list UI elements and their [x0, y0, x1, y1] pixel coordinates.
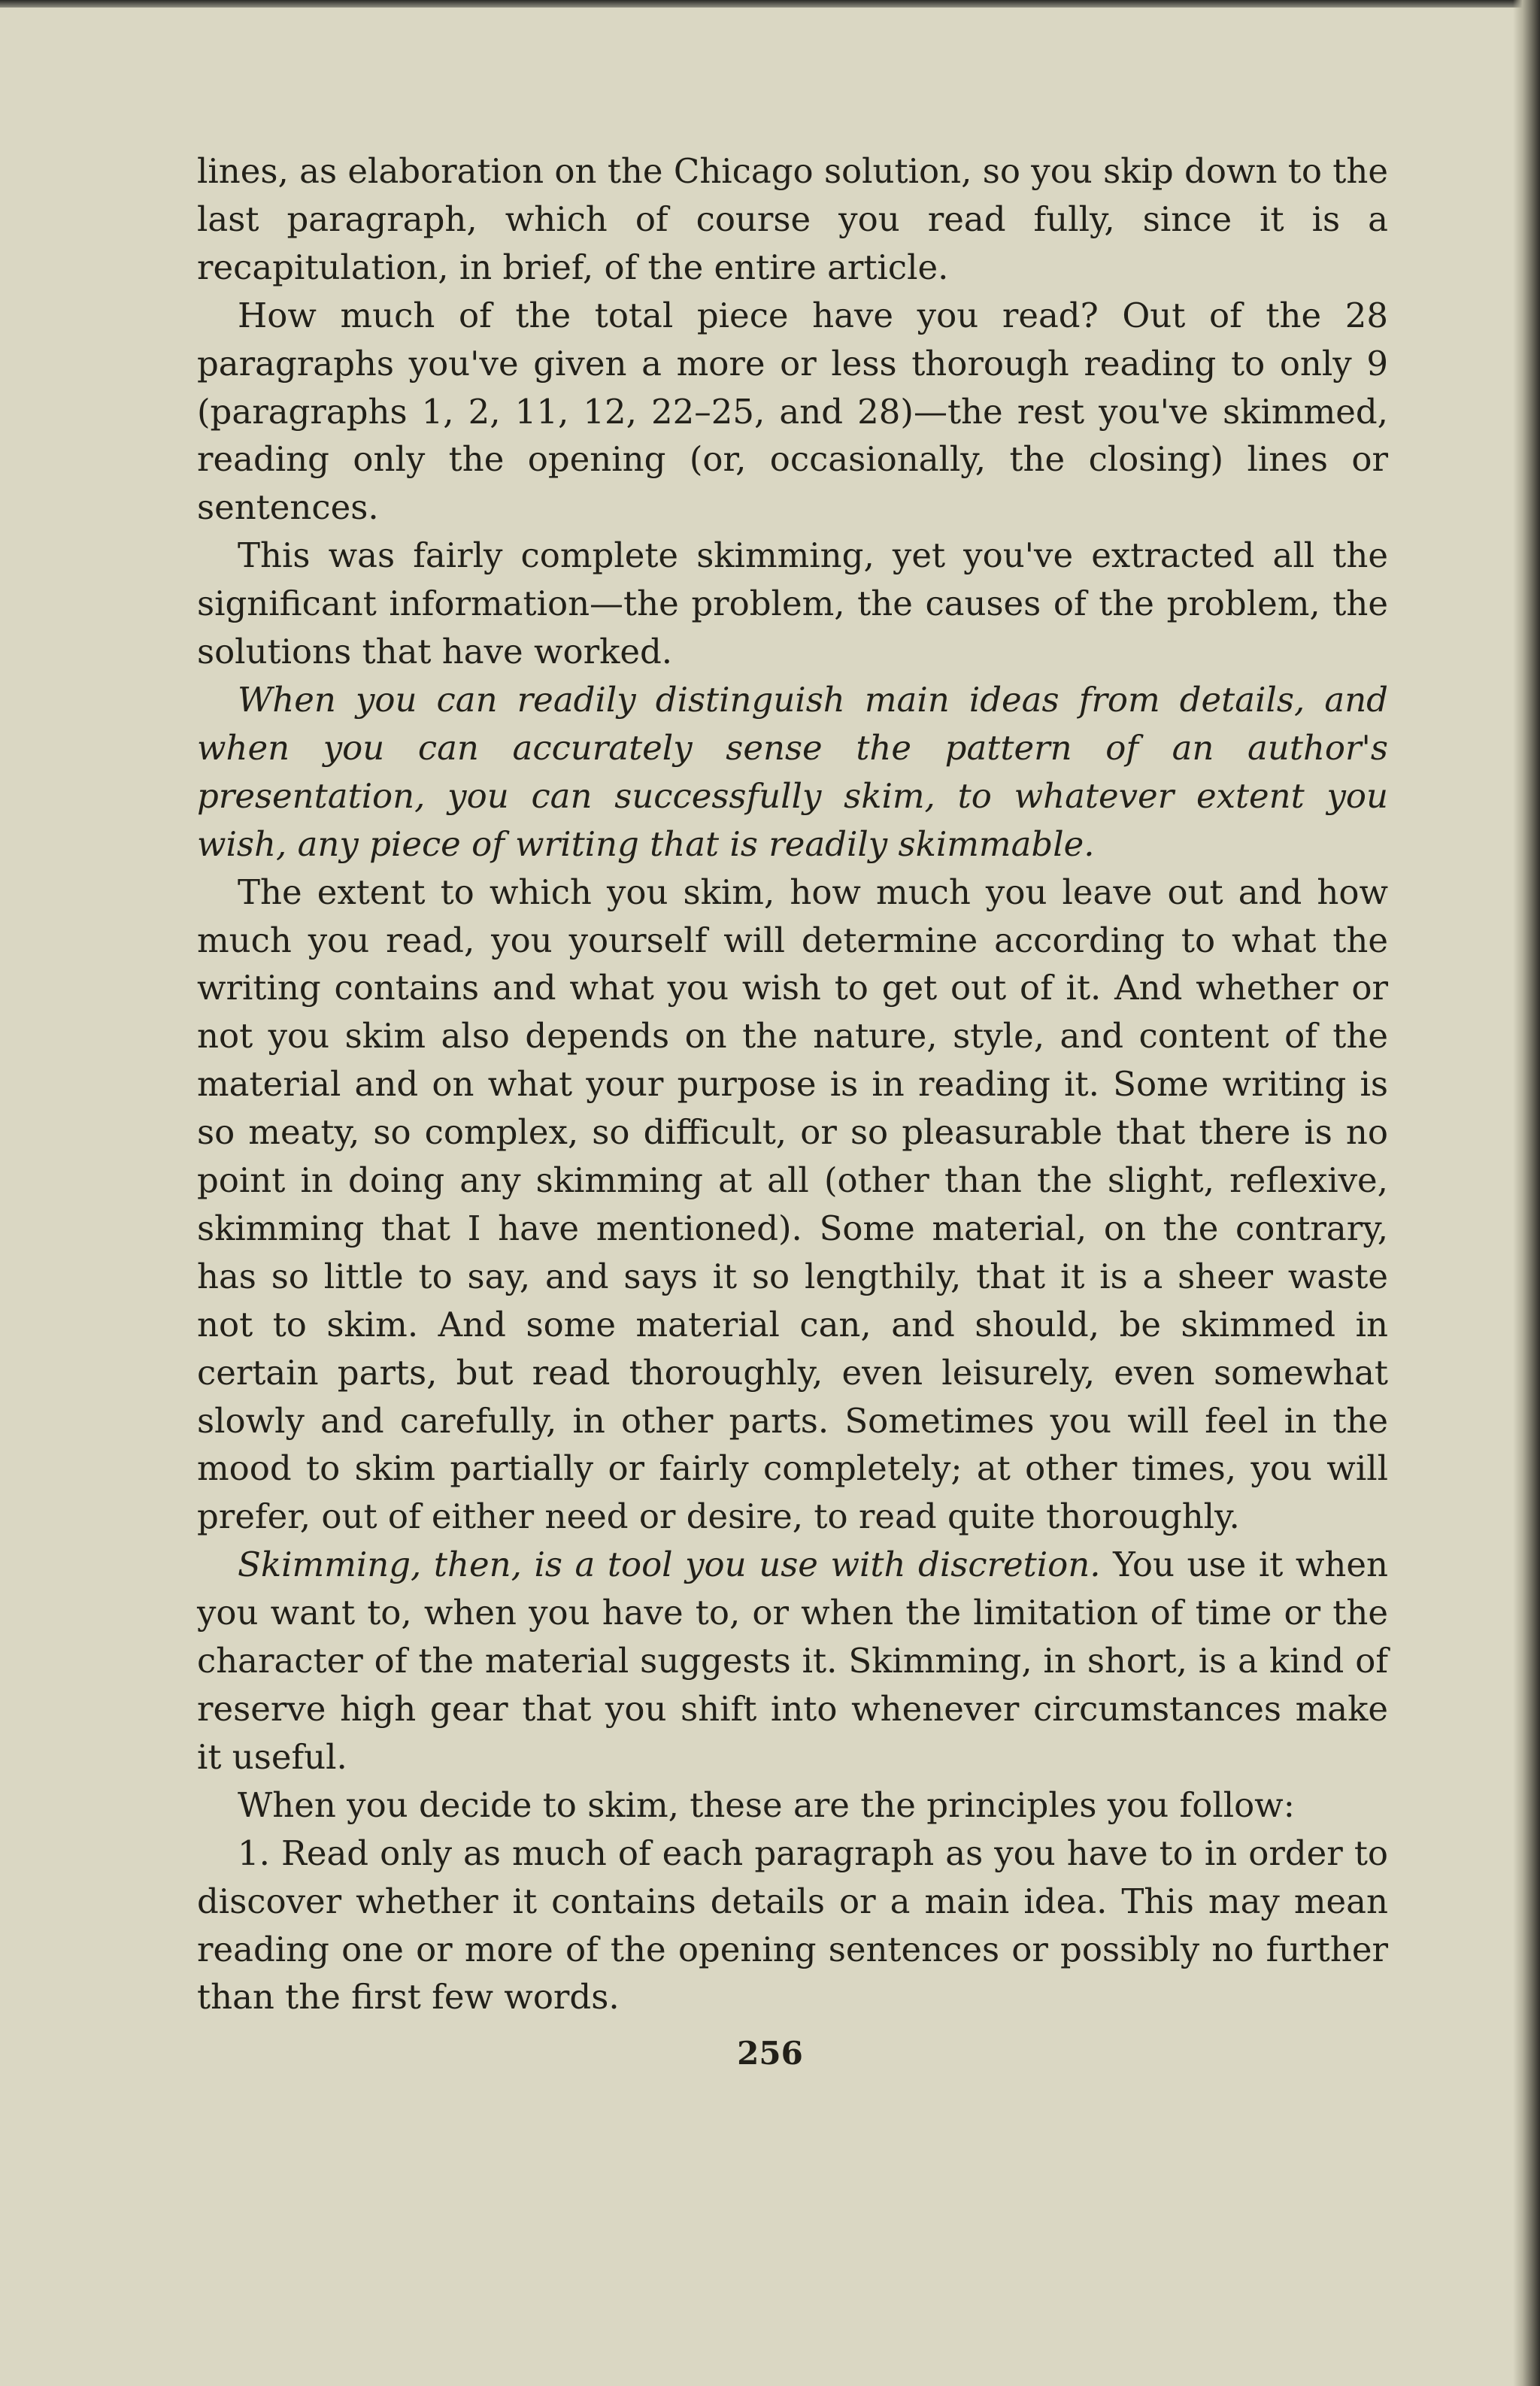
page-top-edge: [0, 0, 1540, 8]
paragraph-continuation: lines, as elaboration on the Chicago solution, so you skip down to the last paragraph, which of course you read fully, since it is a recapitulation, in brief, of the entire article.: [197, 151, 1388, 287]
paragraph-skimming-tool: [197, 1541, 1388, 1781]
paragraph-how-much-read: How much of the total piece have you read? Out of the 28 paragraphs you've given a more or less thorough reading to only 9 (paragraphs 1, 2, 11, 12, 22–25, and 28)—the rest you've skimmed, reading only the opening (or, occasionally, the closing) lines or sentences.: [197, 295, 1388, 528]
page-number: 256: [737, 2035, 803, 2072]
paragraph-principles-intro: When you decide to skim, these are the principles you follow:: [238, 1784, 1295, 1825]
paragraph-complete-skimming: This was fairly complete skimming, yet you've extracted all the significant information—the problem, the causes of the problem, the solutions that have worked.: [197, 535, 1388, 672]
skimming-tool-emphasis: Skimming, then, is a tool you use with discretion.: [238, 1545, 1101, 1585]
paragraph-extent-of-skimming: The extent to which you skim, how much you leave out and how much you read, you yourself will determine according to what the writing contains and what you wish to get out of it. And whether or not you skim also depends on the nature, style, and content of the material and on what your purpose is in reading it. Some writing is so meaty, so complex, so difficult, or so pleasurable that there is no point in doing any skimming at all (other than the slight, reflexive, skimming that I have mentioned). Some material, on the contrary, has so little to say, and says it so lengthily, that it is a sheer waste not to skim. And some material can, and should, be skimmed in certain parts, but read thoroughly, even leisurely, even somewhat slowly and carefully, in other parts. Sometimes you will feel in the mood to skim partially or fairly completely; at other times, you will prefer, out of either need or desire, to read quite thoroughly.: [197, 872, 1388, 1537]
skimming-tool-rest: You use it when you want to, when you have to, or when the limitation of time or the character of the material suggests it. Skimming, in short, is a kind of reserve high gear that you shift into whenever circumstances make it useful.: [197, 1545, 1388, 1777]
principle-item-1: 1. Read only as much of each paragraph as you have to in order to discover whether it contains details or a main idea. This may mean reading one or more of the opening sentences or possibly no further than the first few words.: [197, 1833, 1388, 2018]
binding-shadow: [1513, 0, 1540, 2386]
paragraph-main-ideas-italic: When you can readily distinguish main ideas from details, and when you can accurately sense the pattern of an author's presentation, you can successfully skim, to whatever extent you wish, any piece of writing that is readily skimmable.: [197, 679, 1388, 864]
body-text: [197, 147, 1388, 2021]
